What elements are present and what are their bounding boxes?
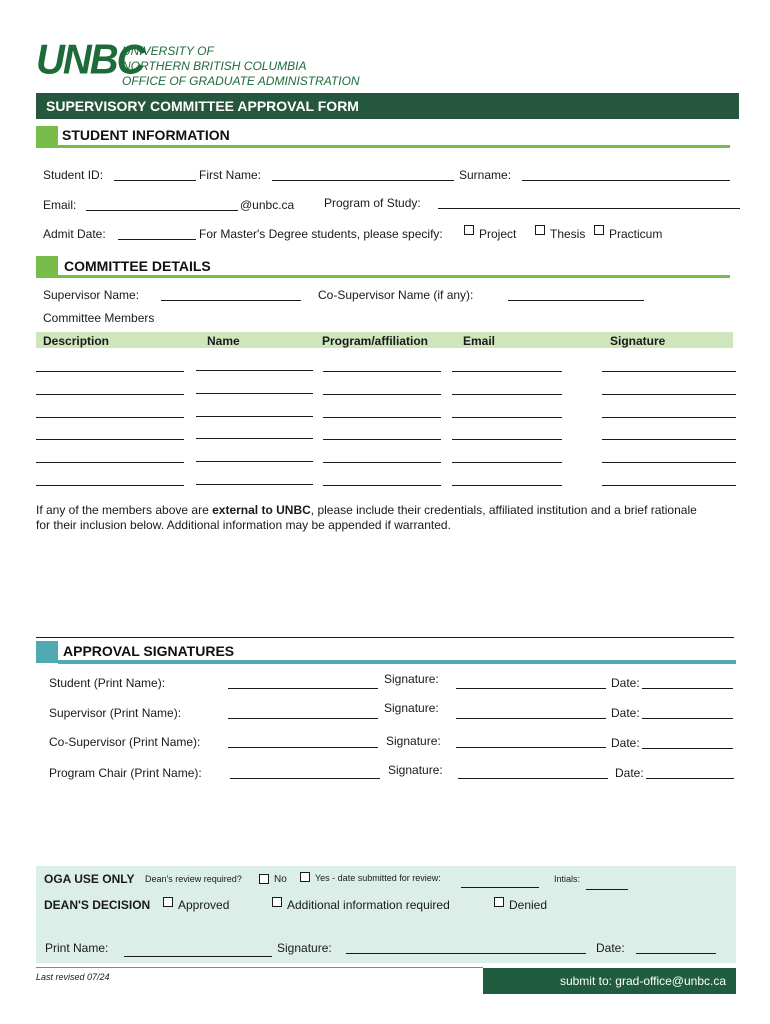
approval-date-field[interactable]	[642, 688, 733, 689]
approval-section-title: APPROVAL SIGNATURES	[63, 643, 235, 659]
project-checkbox[interactable]	[464, 225, 474, 235]
member-cell-field[interactable]	[36, 439, 184, 440]
approval-sig-label: Signature:	[384, 701, 439, 715]
member-cell-field[interactable]	[452, 394, 562, 395]
member-cell-field[interactable]	[452, 462, 562, 463]
approval-sig-label: Signature:	[384, 672, 439, 686]
approval-print-field[interactable]	[230, 778, 380, 779]
member-cell-field[interactable]	[196, 438, 313, 439]
email-field[interactable]	[86, 210, 238, 211]
oga-signature-label: Signature:	[277, 941, 332, 955]
approval-sig-field[interactable]	[458, 778, 608, 779]
oga-print-name-field[interactable]	[124, 956, 272, 957]
member-cell-field[interactable]	[452, 371, 562, 372]
approval-date-field[interactable]	[646, 778, 734, 779]
committee-section-accent	[36, 256, 58, 278]
student-section-rule	[58, 145, 730, 148]
approval-date-field[interactable]	[642, 718, 733, 719]
approval-sig-label: Signature:	[386, 734, 441, 748]
surname-label: Surname:	[459, 168, 512, 182]
approval-print-field[interactable]	[228, 688, 378, 689]
member-cell-field[interactable]	[196, 393, 313, 394]
masters-specify-label: For Master's Degree students, please specify:	[199, 227, 443, 241]
member-cell-field[interactable]	[323, 417, 441, 418]
member-cell-field[interactable]	[196, 370, 313, 371]
approval-date-label: Date:	[611, 736, 640, 750]
col-email: Email	[463, 334, 496, 348]
member-cell-field[interactable]	[452, 417, 562, 418]
supervisor-name-label: Supervisor Name:	[43, 288, 140, 302]
external-note-line1: If any of the members above are external to UNBC, please include their credentials, affiliated institution and a brief rationale	[36, 503, 697, 517]
approval-sig-field[interactable]	[456, 718, 606, 719]
committee-section-rule	[58, 275, 730, 278]
org-name-line1: UNIVERSITY OF	[122, 44, 214, 58]
member-cell-field[interactable]	[323, 394, 441, 395]
surname-field[interactable]	[522, 180, 730, 181]
form-title: SUPERVISORY COMMITTEE APPROVAL FORM	[46, 98, 359, 114]
denied-checkbox[interactable]	[494, 897, 504, 907]
member-cell-field[interactable]	[323, 371, 441, 372]
oga-signature-field[interactable]	[346, 953, 586, 954]
approval-sig-field[interactable]	[456, 688, 606, 689]
member-cell-field[interactable]	[196, 416, 313, 417]
approved-label: Approved	[178, 898, 230, 912]
first-name-label: First Name:	[199, 168, 262, 182]
oga-date-field[interactable]	[636, 953, 716, 954]
member-cell-field[interactable]	[602, 417, 736, 418]
org-name-line2: NORTHERN BRITISH COLUMBIA	[122, 59, 307, 73]
member-cell-field[interactable]	[602, 394, 736, 395]
additional-info-checkbox[interactable]	[272, 897, 282, 907]
rationale-area-rule	[36, 637, 734, 638]
col-signature: Signature	[610, 334, 666, 348]
submit-bar	[483, 968, 736, 994]
approval-sig-label: Signature:	[388, 763, 443, 777]
committee-section-title: COMMITTEE DETAILS	[64, 258, 211, 274]
member-cell-field[interactable]	[36, 417, 184, 418]
unbc-logo: UNBC	[36, 36, 144, 84]
dean-review-question: Dean's review required?	[145, 874, 242, 884]
member-cell-field[interactable]	[452, 439, 562, 440]
practicum-label: Practicum	[609, 227, 663, 241]
dean-decision-label: DEAN'S DECISION	[44, 898, 151, 912]
col-description: Description	[43, 334, 110, 348]
member-cell-field[interactable]	[196, 484, 313, 485]
approval-date-label: Date:	[615, 766, 644, 780]
project-label: Project	[479, 227, 517, 241]
form-title-bar	[36, 93, 739, 119]
org-name-line3: OFFICE OF GRADUATE ADMINISTRATION	[122, 74, 360, 88]
student-id-field[interactable]	[114, 180, 196, 181]
member-cell-field[interactable]	[452, 485, 562, 486]
admit-date-field[interactable]	[118, 239, 196, 240]
approval-section-accent	[36, 641, 58, 663]
review-no-label: No	[274, 874, 287, 885]
first-name-field[interactable]	[272, 180, 454, 181]
practicum-checkbox[interactable]	[594, 225, 604, 235]
cosupervisor-name-label: Co-Supervisor Name (if any):	[318, 288, 474, 302]
email-label: Email:	[43, 198, 77, 212]
submit-email[interactable]: submit to: grad-office@unbc.ca	[559, 974, 726, 988]
additional-info-label: Additional information required	[287, 898, 450, 912]
member-cell-field[interactable]	[36, 485, 184, 486]
approval-print-field[interactable]	[228, 747, 378, 748]
program-label: Program of Study:	[324, 196, 421, 210]
member-cell-field[interactable]	[323, 439, 441, 440]
oga-print-name-label: Print Name:	[45, 941, 109, 955]
student-section-title: STUDENT INFORMATION	[62, 127, 230, 143]
approval-print-label: Program Chair (Print Name):	[49, 766, 202, 780]
approval-date-label: Date:	[611, 676, 640, 690]
initials-label: Intials:	[554, 874, 581, 884]
denied-label: Denied	[509, 898, 548, 912]
student-section-accent	[36, 126, 58, 148]
col-program: Program/affiliation	[322, 334, 429, 348]
approval-section-rule	[58, 660, 736, 664]
thesis-checkbox[interactable]	[535, 225, 545, 235]
oga-date-label: Date:	[596, 941, 625, 955]
initials-field[interactable]	[586, 889, 628, 890]
member-cell-field[interactable]	[323, 485, 441, 486]
approval-date-field[interactable]	[642, 748, 733, 749]
committee-members-label: Committee Members	[43, 311, 155, 325]
thesis-label: Thesis	[550, 227, 586, 241]
email-domain: @unbc.ca	[240, 198, 295, 212]
approval-print-label: Student (Print Name):	[49, 676, 166, 690]
member-cell-field[interactable]	[602, 439, 736, 440]
member-cell-field[interactable]	[36, 371, 184, 372]
member-cell-field[interactable]	[602, 462, 736, 463]
review-yes-label: Yes - date submitted for review:	[315, 873, 441, 883]
col-name: Name	[207, 334, 240, 348]
member-cell-field[interactable]	[36, 394, 184, 395]
student-id-label: Student ID:	[43, 168, 104, 182]
member-cell-field[interactable]	[323, 462, 441, 463]
member-cell-field[interactable]	[602, 485, 736, 486]
member-cell-field[interactable]	[196, 461, 313, 462]
member-cell-field[interactable]	[36, 462, 184, 463]
review-no-checkbox[interactable]	[259, 874, 269, 884]
external-note-line2: for their inclusion below. Additional information may be appended if warranted.	[36, 518, 451, 532]
review-yes-checkbox[interactable]	[300, 872, 310, 882]
cosupervisor-name-field[interactable]	[508, 300, 644, 301]
supervisor-name-field[interactable]	[161, 300, 301, 301]
approval-print-label: Supervisor (Print Name):	[49, 706, 182, 720]
approval-print-field[interactable]	[228, 718, 378, 719]
footer-rule	[36, 967, 483, 968]
program-field[interactable]	[438, 208, 740, 209]
member-cell-field[interactable]	[602, 371, 736, 372]
oga-title: OGA USE ONLY	[44, 872, 135, 886]
review-date-field[interactable]	[461, 887, 539, 888]
admit-date-label: Admit Date:	[43, 227, 106, 241]
approval-date-label: Date:	[611, 706, 640, 720]
approval-sig-field[interactable]	[456, 747, 606, 748]
last-revised: Last revised 07/24	[36, 972, 110, 982]
approval-print-label: Co-Supervisor (Print Name):	[49, 735, 201, 749]
approved-checkbox[interactable]	[163, 897, 173, 907]
